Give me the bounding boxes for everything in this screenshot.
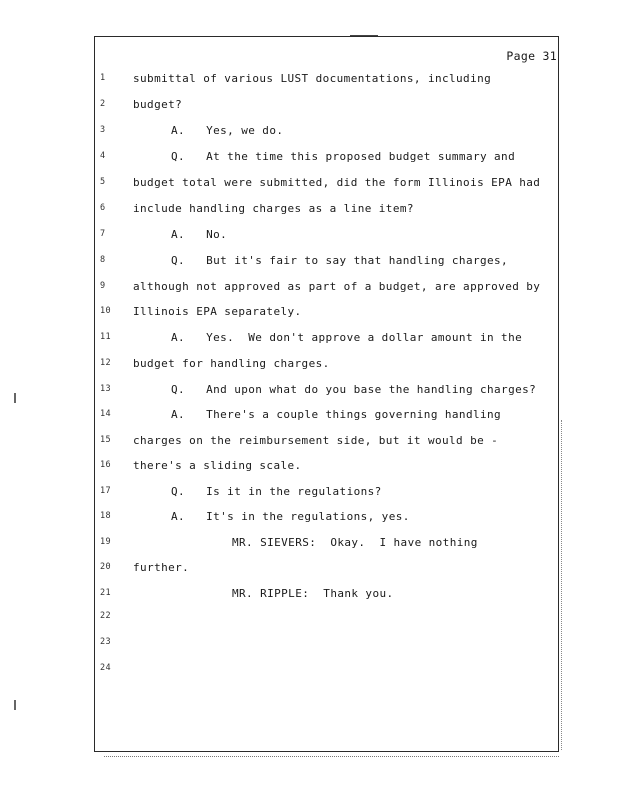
transcript-line bbox=[100, 536, 556, 552]
transcript-line bbox=[100, 357, 556, 373]
line-number: 14 bbox=[100, 409, 112, 419]
line-number: 17 bbox=[100, 486, 112, 496]
line-text: budget for handling charges. bbox=[133, 357, 330, 370]
transcript-line bbox=[100, 98, 556, 114]
line-text: budget total were submitted, did the form Illinois EPA had bbox=[133, 176, 541, 189]
right-margin-rule bbox=[561, 420, 562, 750]
transcript-line bbox=[100, 280, 556, 296]
line-number: 2 bbox=[100, 99, 106, 109]
line-number: 8 bbox=[100, 255, 106, 265]
transcript-line bbox=[100, 485, 556, 501]
transcript-line bbox=[100, 510, 556, 526]
line-text: MR. RIPPLE: Thank you. bbox=[232, 587, 394, 600]
line-text: A. It's in the regulations, yes. bbox=[171, 510, 410, 523]
line-number: 19 bbox=[100, 537, 112, 547]
line-number: 9 bbox=[100, 281, 106, 291]
line-text: A. There's a couple things governing handling bbox=[171, 408, 502, 421]
line-number: 1 bbox=[100, 73, 106, 83]
transcript-line bbox=[100, 408, 556, 424]
scan-margin-mark bbox=[14, 393, 16, 403]
line-text: MR. SIEVERS: Okay. I have nothing bbox=[232, 536, 478, 549]
line-text: there's a sliding scale. bbox=[133, 459, 302, 472]
transcript-line bbox=[100, 331, 556, 347]
line-number: 4 bbox=[100, 151, 106, 161]
line-text: A. Yes. We don't approve a dollar amount in the bbox=[171, 331, 523, 344]
line-number: 22 bbox=[100, 611, 112, 621]
line-number: 18 bbox=[100, 511, 112, 521]
transcript-line bbox=[100, 228, 556, 244]
line-text: A. No. bbox=[171, 228, 228, 241]
line-text: submittal of various LUST documentations, including bbox=[133, 72, 492, 85]
page-number: Page 31 bbox=[506, 49, 557, 63]
line-number: 3 bbox=[100, 125, 106, 135]
line-number: 21 bbox=[100, 588, 112, 598]
transcript-line bbox=[100, 636, 556, 652]
transcript-line bbox=[100, 561, 556, 577]
line-number: 20 bbox=[100, 562, 112, 572]
line-text: charges on the reimbursement side, but it would be - bbox=[133, 434, 499, 447]
line-number: 6 bbox=[100, 203, 106, 213]
line-text: Q. And upon what do you base the handling charges? bbox=[171, 383, 537, 396]
transcript-line bbox=[100, 202, 556, 218]
transcript-line bbox=[100, 124, 556, 140]
line-number: 13 bbox=[100, 384, 112, 394]
line-text: include handling charges as a line item? bbox=[133, 202, 414, 215]
line-text: Illinois EPA separately. bbox=[133, 305, 302, 318]
line-number: 16 bbox=[100, 460, 112, 470]
line-number: 12 bbox=[100, 358, 112, 368]
transcript-line bbox=[100, 305, 556, 321]
transcript-line bbox=[100, 254, 556, 270]
bottom-margin-rule bbox=[104, 756, 559, 757]
transcript-line bbox=[100, 383, 556, 399]
line-text: further. bbox=[133, 561, 190, 574]
transcript-line bbox=[100, 587, 556, 603]
line-number: 11 bbox=[100, 332, 112, 342]
transcript-line bbox=[100, 150, 556, 166]
transcript-line bbox=[100, 662, 556, 678]
line-number: 10 bbox=[100, 306, 112, 316]
transcript-line bbox=[100, 459, 556, 475]
line-text: Q. At the time this proposed budget summary and bbox=[171, 150, 516, 163]
transcript-line bbox=[100, 176, 556, 192]
line-number: 23 bbox=[100, 637, 112, 647]
transcript-line bbox=[100, 610, 556, 626]
line-number: 15 bbox=[100, 435, 112, 445]
line-number: 7 bbox=[100, 229, 106, 239]
line-text: although not approved as part of a budget, are approved by bbox=[133, 280, 541, 293]
transcript-line bbox=[100, 72, 556, 88]
line-text: Q. But it's fair to say that handling charges, bbox=[171, 254, 509, 267]
transcript-line bbox=[100, 434, 556, 450]
scan-margin-mark bbox=[14, 700, 16, 710]
line-text: A. Yes, we do. bbox=[171, 124, 284, 137]
line-number: 5 bbox=[100, 177, 106, 187]
line-text: budget? bbox=[133, 98, 183, 111]
line-text: Q. Is it in the regulations? bbox=[171, 485, 382, 498]
line-number: 24 bbox=[100, 663, 112, 673]
